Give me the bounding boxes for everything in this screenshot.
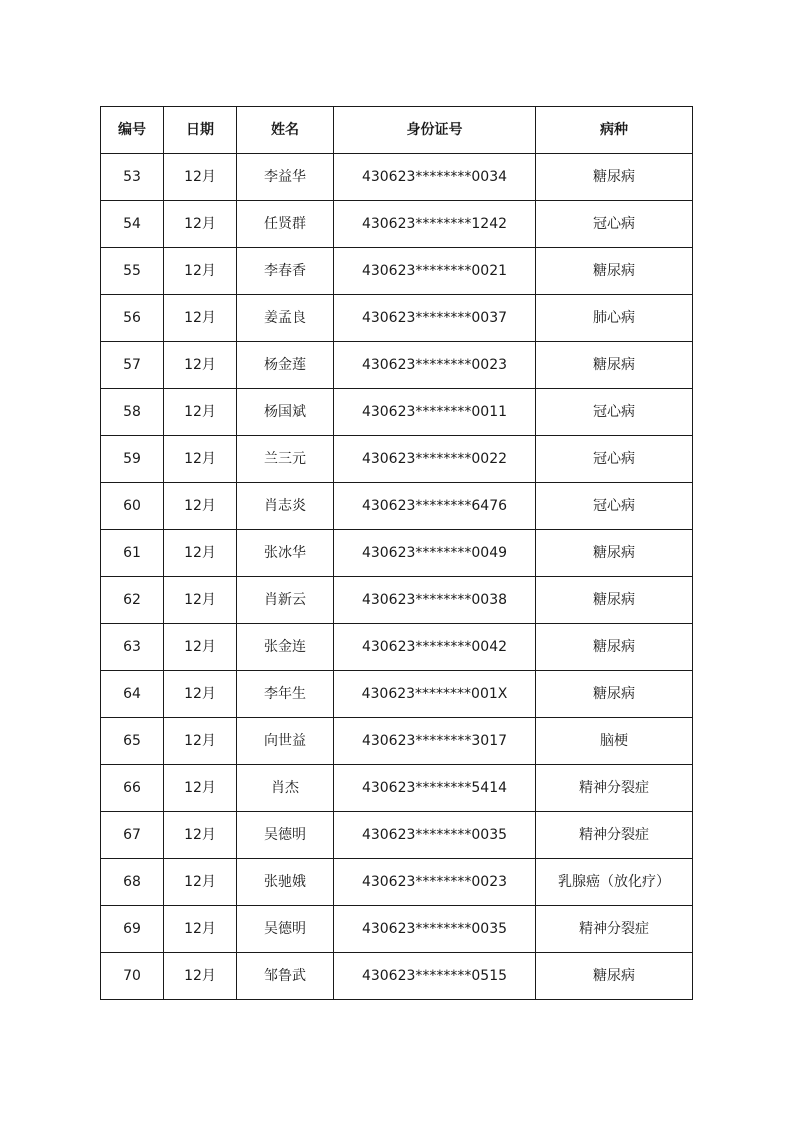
table-row	[101, 530, 693, 577]
cell-number: 58	[101, 389, 164, 436]
table-row	[101, 389, 693, 436]
cell-id-number: 430623********1242	[334, 201, 536, 248]
cell-id-number: 430623********5414	[334, 765, 536, 812]
cell-name: 肖杰	[237, 765, 334, 812]
cell-disease: 糖尿病	[536, 671, 693, 718]
table-row	[101, 342, 693, 389]
cell-number: 60	[101, 483, 164, 530]
cell-id-number: 430623********0038	[334, 577, 536, 624]
cell-number: 69	[101, 906, 164, 953]
cell-name: 肖志炎	[237, 483, 334, 530]
table-row	[101, 906, 693, 953]
cell-id-number: 430623********0042	[334, 624, 536, 671]
cell-name: 杨国斌	[237, 389, 334, 436]
cell-disease: 精神分裂症	[536, 812, 693, 859]
cell-number: 62	[101, 577, 164, 624]
cell-number: 57	[101, 342, 164, 389]
cell-name: 吴德明	[237, 906, 334, 953]
table-row	[101, 483, 693, 530]
table-row	[101, 812, 693, 859]
cell-name: 杨金莲	[237, 342, 334, 389]
header-name: 姓名	[237, 107, 334, 154]
cell-number: 59	[101, 436, 164, 483]
cell-name: 邹鲁武	[237, 953, 334, 1000]
table-row	[101, 201, 693, 248]
cell-date: 12月	[164, 530, 237, 577]
cell-number: 56	[101, 295, 164, 342]
cell-disease: 冠心病	[536, 436, 693, 483]
cell-name: 兰三元	[237, 436, 334, 483]
cell-date: 12月	[164, 436, 237, 483]
cell-disease: 糖尿病	[536, 342, 693, 389]
cell-id-number: 430623********0034	[334, 154, 536, 201]
table-row	[101, 154, 693, 201]
table-row	[101, 295, 693, 342]
cell-name: 吴德明	[237, 812, 334, 859]
table-row	[101, 859, 693, 906]
cell-name: 张冰华	[237, 530, 334, 577]
patient-table	[100, 106, 693, 1000]
cell-id-number: 430623********0022	[334, 436, 536, 483]
cell-date: 12月	[164, 953, 237, 1000]
cell-date: 12月	[164, 671, 237, 718]
cell-name: 张金连	[237, 624, 334, 671]
cell-disease: 糖尿病	[536, 624, 693, 671]
cell-date: 12月	[164, 295, 237, 342]
cell-id-number: 430623********3017	[334, 718, 536, 765]
cell-date: 12月	[164, 906, 237, 953]
cell-id-number: 430623********001X	[334, 671, 536, 718]
cell-id-number: 430623********0515	[334, 953, 536, 1000]
cell-disease: 精神分裂症	[536, 765, 693, 812]
cell-disease: 冠心病	[536, 389, 693, 436]
cell-id-number: 430623********0023	[334, 859, 536, 906]
document-page	[100, 106, 692, 1000]
cell-name: 张驰娥	[237, 859, 334, 906]
cell-date: 12月	[164, 342, 237, 389]
cell-disease: 脑梗	[536, 718, 693, 765]
cell-date: 12月	[164, 812, 237, 859]
cell-number: 54	[101, 201, 164, 248]
header-disease: 病种	[536, 107, 693, 154]
cell-disease: 肺心病	[536, 295, 693, 342]
cell-name: 李春香	[237, 248, 334, 295]
cell-name: 任贤群	[237, 201, 334, 248]
cell-name: 姜孟良	[237, 295, 334, 342]
cell-number: 68	[101, 859, 164, 906]
table-row	[101, 671, 693, 718]
header-id-number: 身份证号	[334, 107, 536, 154]
cell-id-number: 430623********6476	[334, 483, 536, 530]
cell-number: 67	[101, 812, 164, 859]
table-row	[101, 953, 693, 1000]
cell-number: 70	[101, 953, 164, 1000]
cell-date: 12月	[164, 624, 237, 671]
cell-date: 12月	[164, 154, 237, 201]
table-row	[101, 718, 693, 765]
header-number: 编号	[101, 107, 164, 154]
cell-date: 12月	[164, 765, 237, 812]
cell-id-number: 430623********0049	[334, 530, 536, 577]
cell-date: 12月	[164, 248, 237, 295]
cell-number: 63	[101, 624, 164, 671]
cell-id-number: 430623********0035	[334, 812, 536, 859]
cell-disease: 糖尿病	[536, 953, 693, 1000]
table-row	[101, 624, 693, 671]
cell-number: 55	[101, 248, 164, 295]
cell-date: 12月	[164, 389, 237, 436]
cell-number: 65	[101, 718, 164, 765]
cell-name: 向世益	[237, 718, 334, 765]
cell-name: 肖新云	[237, 577, 334, 624]
cell-date: 12月	[164, 483, 237, 530]
cell-number: 66	[101, 765, 164, 812]
table-row	[101, 436, 693, 483]
header-date: 日期	[164, 107, 237, 154]
cell-number: 53	[101, 154, 164, 201]
cell-disease: 乳腺癌（放化疗）	[536, 859, 693, 906]
cell-date: 12月	[164, 718, 237, 765]
cell-number: 64	[101, 671, 164, 718]
cell-name: 李益华	[237, 154, 334, 201]
cell-disease: 精神分裂症	[536, 906, 693, 953]
cell-date: 12月	[164, 859, 237, 906]
cell-id-number: 430623********0035	[334, 906, 536, 953]
table-row	[101, 248, 693, 295]
cell-number: 61	[101, 530, 164, 577]
cell-id-number: 430623********0023	[334, 342, 536, 389]
cell-disease: 糖尿病	[536, 154, 693, 201]
header-row	[101, 107, 693, 154]
cell-disease: 糖尿病	[536, 248, 693, 295]
cell-date: 12月	[164, 201, 237, 248]
cell-disease: 冠心病	[536, 483, 693, 530]
cell-id-number: 430623********0021	[334, 248, 536, 295]
cell-disease: 冠心病	[536, 201, 693, 248]
cell-disease: 糖尿病	[536, 530, 693, 577]
table-row	[101, 765, 693, 812]
cell-date: 12月	[164, 577, 237, 624]
table-header	[101, 107, 693, 154]
cell-name: 李年生	[237, 671, 334, 718]
table-body	[101, 154, 693, 1000]
cell-id-number: 430623********0011	[334, 389, 536, 436]
cell-disease: 糖尿病	[536, 577, 693, 624]
cell-id-number: 430623********0037	[334, 295, 536, 342]
table-row	[101, 577, 693, 624]
